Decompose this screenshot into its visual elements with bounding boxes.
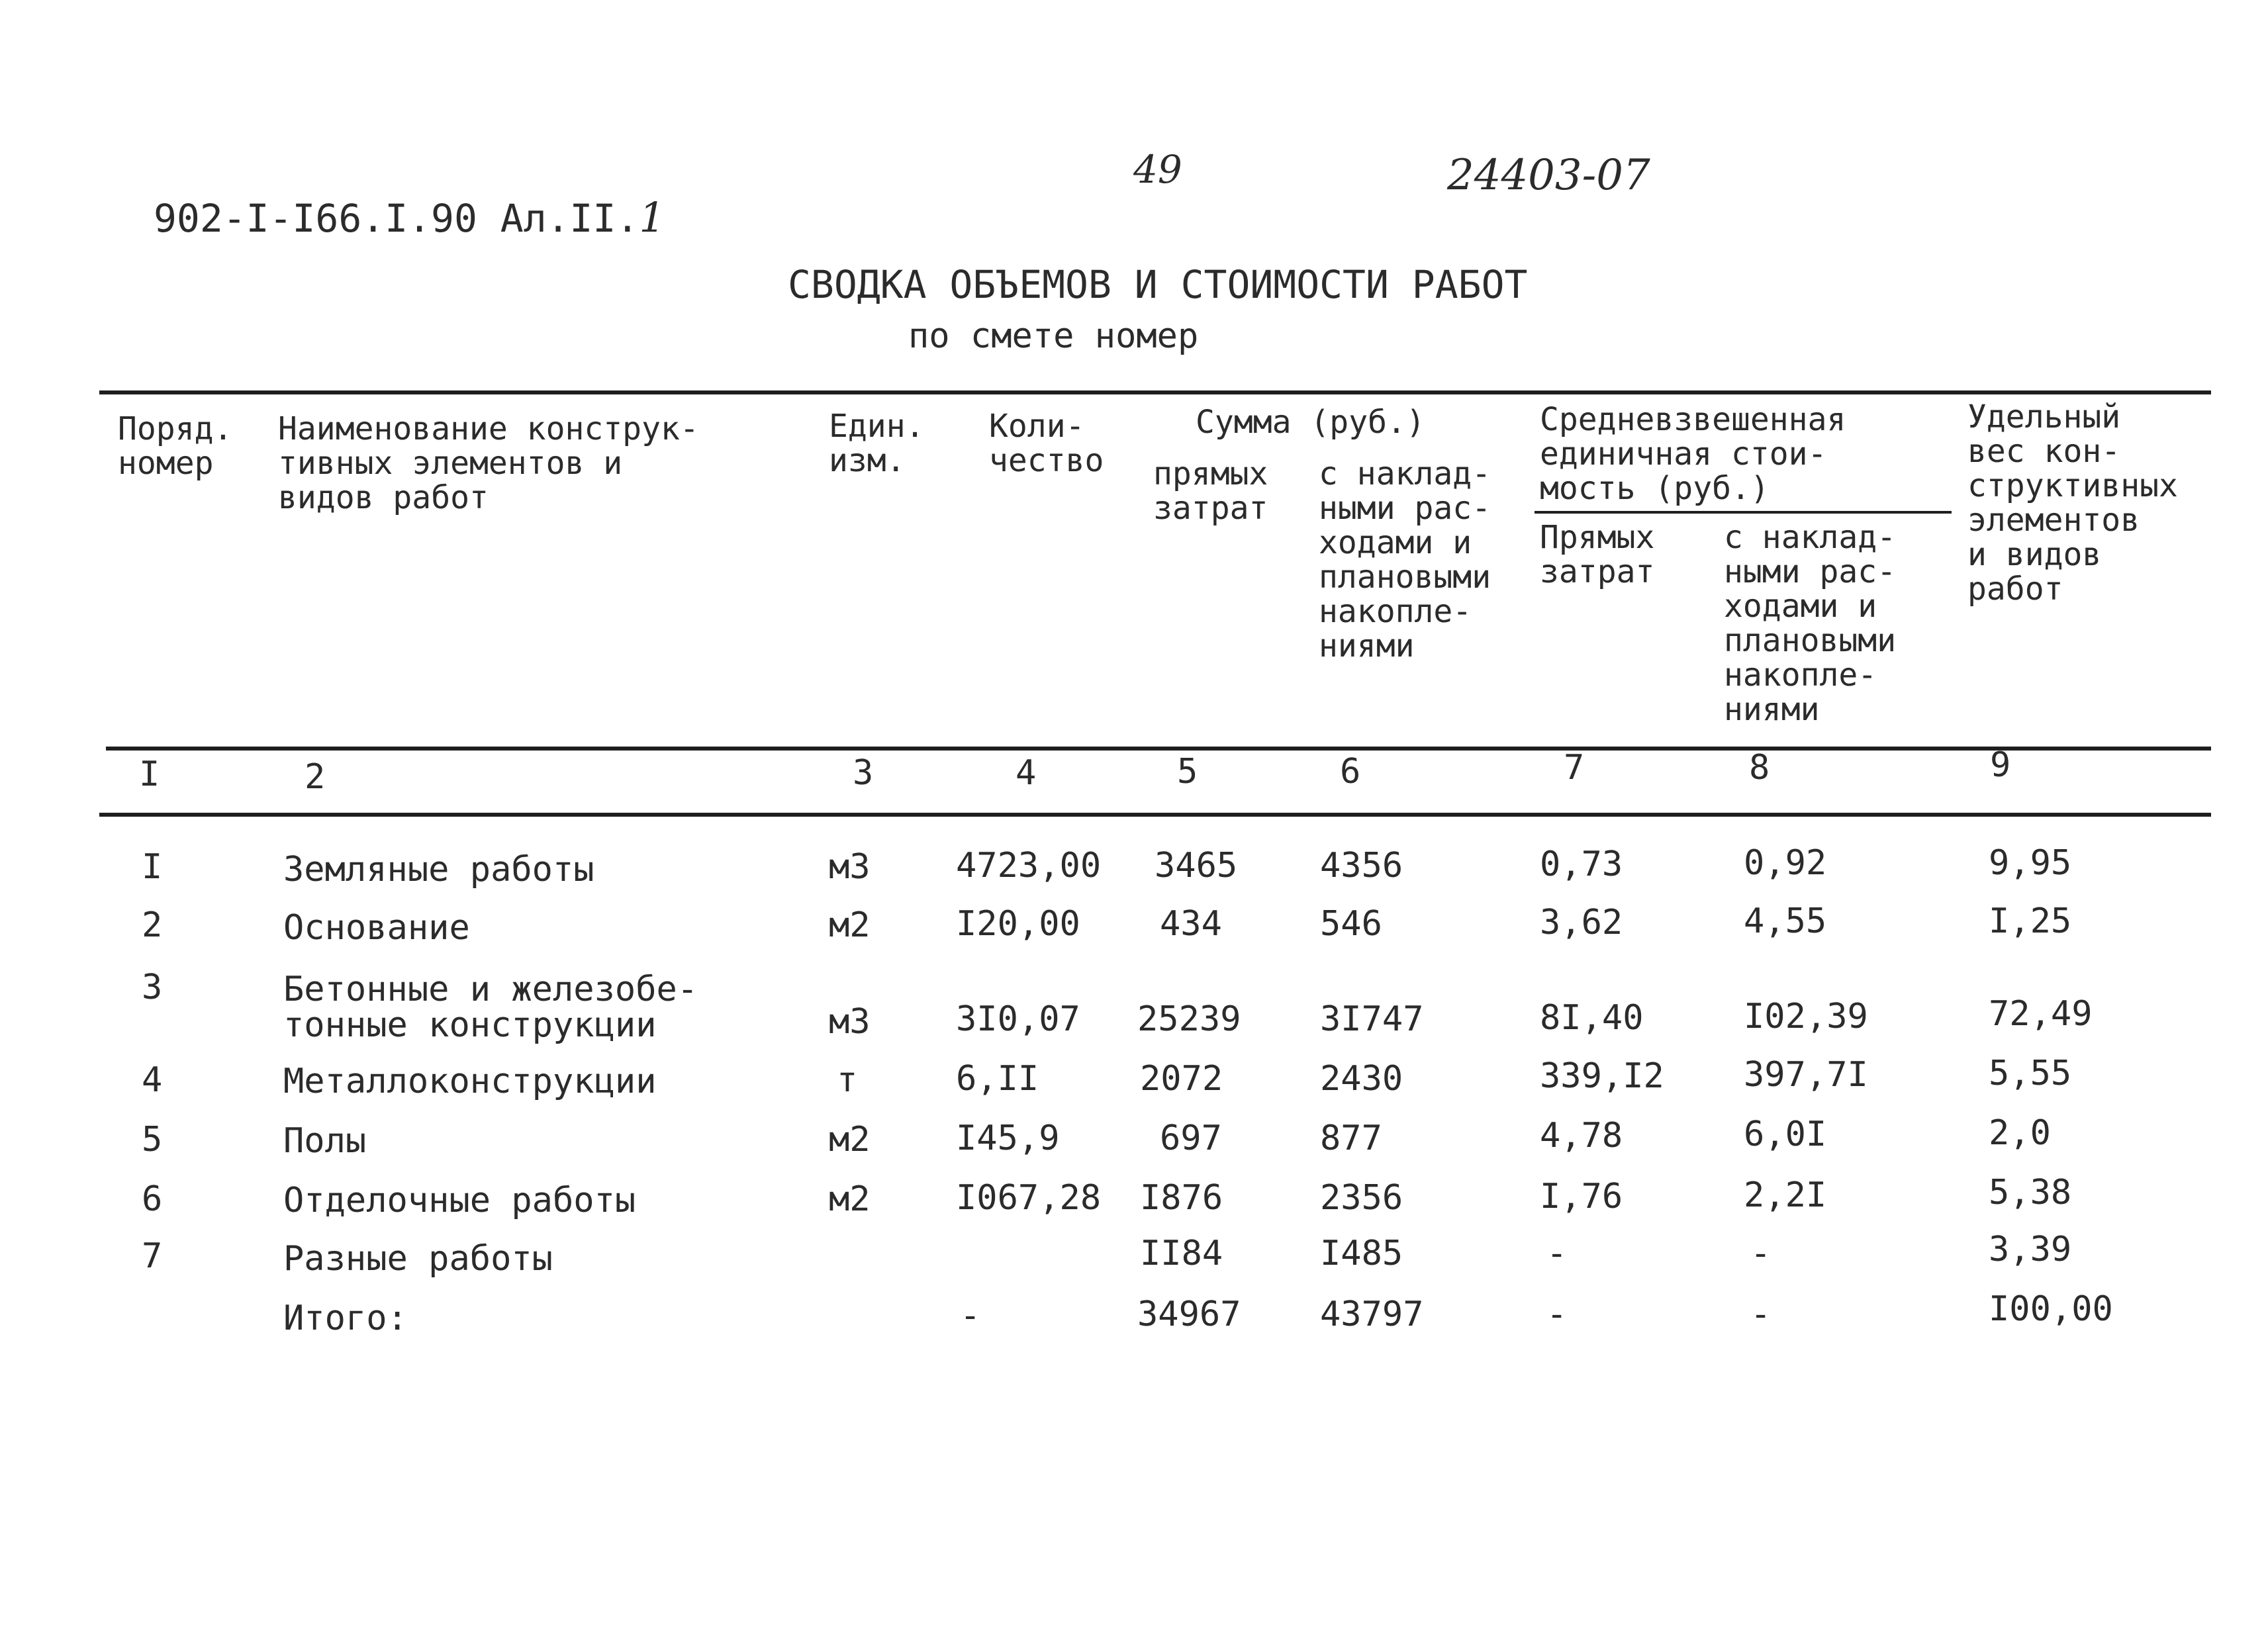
row-avg-direct: 3,62: [1540, 903, 1623, 942]
column-number: 2: [305, 757, 326, 797]
row-avg-full: 4,55: [1744, 901, 1827, 941]
row-quantity: 6,II: [956, 1059, 1039, 1099]
row-name: Металлоконструкции: [283, 1062, 657, 1101]
header-share: Удельный вес кон- структивных элементов и видов работ: [1967, 398, 2178, 608]
row-name: Отделочные работы: [283, 1181, 636, 1220]
column-number: 4: [1016, 753, 1037, 793]
column-number: 7: [1564, 748, 1585, 788]
column-number: 8: [1749, 748, 1770, 788]
row-number: 7: [142, 1236, 163, 1276]
row-full-costs: 3I747: [1320, 999, 1424, 1039]
row-number: 4: [142, 1060, 163, 1100]
row-direct-costs: 2072: [1140, 1059, 1223, 1099]
header-direct-costs: прямых затрат: [1153, 455, 1268, 527]
row-direct-costs: II84: [1140, 1234, 1223, 1273]
column-number: 6: [1340, 752, 1361, 792]
row-number: 5: [142, 1120, 163, 1160]
row-number: 2: [142, 905, 163, 945]
row-direct-costs: I876: [1140, 1178, 1223, 1218]
row-share: 72,49: [1989, 994, 2093, 1034]
row-avg-direct: -: [1546, 1234, 1568, 1273]
row-direct-costs: 697: [1160, 1118, 1222, 1158]
row-share: I,25: [1989, 901, 2072, 941]
page-number: 49: [1133, 147, 1182, 192]
row-name: Основание: [283, 908, 470, 948]
sheet-code: 24403-07: [1447, 151, 1650, 200]
row-quantity: I45,9: [956, 1118, 1060, 1158]
row-share: 5,38: [1989, 1173, 2072, 1212]
header-bottom-rule: [106, 747, 2211, 751]
row-name: Бетонные и железобе- тонные конструкции: [283, 970, 698, 1045]
row-share: 9,95: [1989, 843, 2072, 883]
row-share: 2,0: [1989, 1113, 2051, 1153]
header-unit: Един. изм.: [829, 408, 925, 479]
column-number: 5: [1177, 752, 1198, 792]
row-avg-direct: 4,78: [1540, 1116, 1623, 1156]
row-unit: м3: [829, 847, 871, 887]
row-full-costs: 877: [1320, 1118, 1382, 1158]
avg-group-rule: [1535, 511, 1952, 514]
total-full-costs: 43797: [1320, 1295, 1424, 1334]
row-unit: т: [837, 1060, 858, 1100]
total-quantity: -: [960, 1296, 981, 1336]
column-number: I: [139, 754, 160, 794]
table-top-rule: [99, 390, 2211, 394]
row-direct-costs: 434: [1160, 904, 1222, 944]
row-avg-direct: 8I,40: [1540, 998, 1644, 1038]
header-avg-full: с наклад- ными рас- ходами и плановыми накопле- ниями: [1724, 519, 1897, 728]
total-label: Итого:: [283, 1299, 408, 1338]
row-quantity: 4723,00: [956, 846, 1102, 886]
header-element-name: Наименование конструк- тивных элементов и видов работ: [278, 410, 699, 516]
document-code-text: 902-I-I66.I.90 Ал.II.: [154, 196, 639, 241]
row-name: Земляные работы: [283, 850, 594, 889]
row-unit: м2: [829, 1179, 871, 1219]
row-number: 6: [142, 1179, 163, 1219]
row-quantity: I20,00: [956, 904, 1080, 944]
header-sum-group: Сумма (руб.): [1196, 404, 1425, 441]
row-name: Разные работы: [283, 1239, 553, 1279]
row-unit: м3: [829, 1002, 871, 1042]
row-number: 3: [142, 968, 163, 1007]
row-avg-direct: 339,I2: [1540, 1056, 1664, 1096]
total-avg-direct: -: [1546, 1295, 1568, 1334]
row-avg-full: 6,0I: [1744, 1115, 1827, 1154]
row-avg-full: 2,2I: [1744, 1175, 1827, 1215]
total-share: I00,00: [1989, 1289, 2113, 1329]
header-quantity: Коли- чество: [989, 408, 1104, 479]
document-code-handwritten-suffix: 1: [639, 193, 665, 242]
document-subtitle: по смете номер: [908, 316, 1199, 356]
header-avg-group: Средневзвешенная единичная стои- мость (руб.): [1540, 401, 1846, 507]
row-avg-full: 0,92: [1744, 843, 1827, 883]
row-unit: м2: [829, 905, 871, 945]
row-share: 5,55: [1989, 1054, 2072, 1093]
header-avg-direct: Прямых затрат: [1540, 519, 1655, 590]
row-full-costs: 4356: [1320, 846, 1403, 886]
row-number: I: [142, 847, 163, 887]
row-full-costs: I485: [1320, 1234, 1403, 1273]
column-numbers-rule: [99, 813, 2211, 817]
row-avg-direct: 0,73: [1540, 844, 1623, 884]
row-quantity: I067,28: [956, 1178, 1102, 1218]
total-direct-costs: 34967: [1137, 1295, 1241, 1334]
row-unit: м2: [829, 1120, 871, 1160]
row-avg-full: -: [1750, 1234, 1772, 1273]
header-order-number: Поряд. номер: [118, 410, 233, 482]
header-full-costs: с наклад- ными рас- ходами и плановыми накопле- ниями: [1319, 455, 1491, 664]
row-avg-direct: I,76: [1540, 1177, 1623, 1216]
column-number: 9: [1990, 745, 2011, 785]
document-title: СВОДКА ОБЪЕМОВ И СТОИМОСТИ РАБОТ: [788, 262, 1528, 307]
document-code: [154, 193, 665, 242]
row-direct-costs: 25239: [1137, 999, 1241, 1039]
row-avg-full: I02,39: [1744, 997, 1868, 1036]
column-number: 3: [853, 753, 874, 793]
row-direct-costs: 3465: [1155, 846, 1238, 886]
row-share: 3,39: [1989, 1230, 2072, 1269]
row-full-costs: 2356: [1320, 1178, 1403, 1218]
row-full-costs: 546: [1320, 904, 1382, 944]
total-avg-full: -: [1750, 1295, 1772, 1334]
row-avg-full: 397,7I: [1744, 1055, 1868, 1095]
row-quantity: 3I0,07: [956, 999, 1080, 1039]
row-full-costs: 2430: [1320, 1059, 1403, 1099]
row-name: Полы: [283, 1121, 367, 1161]
